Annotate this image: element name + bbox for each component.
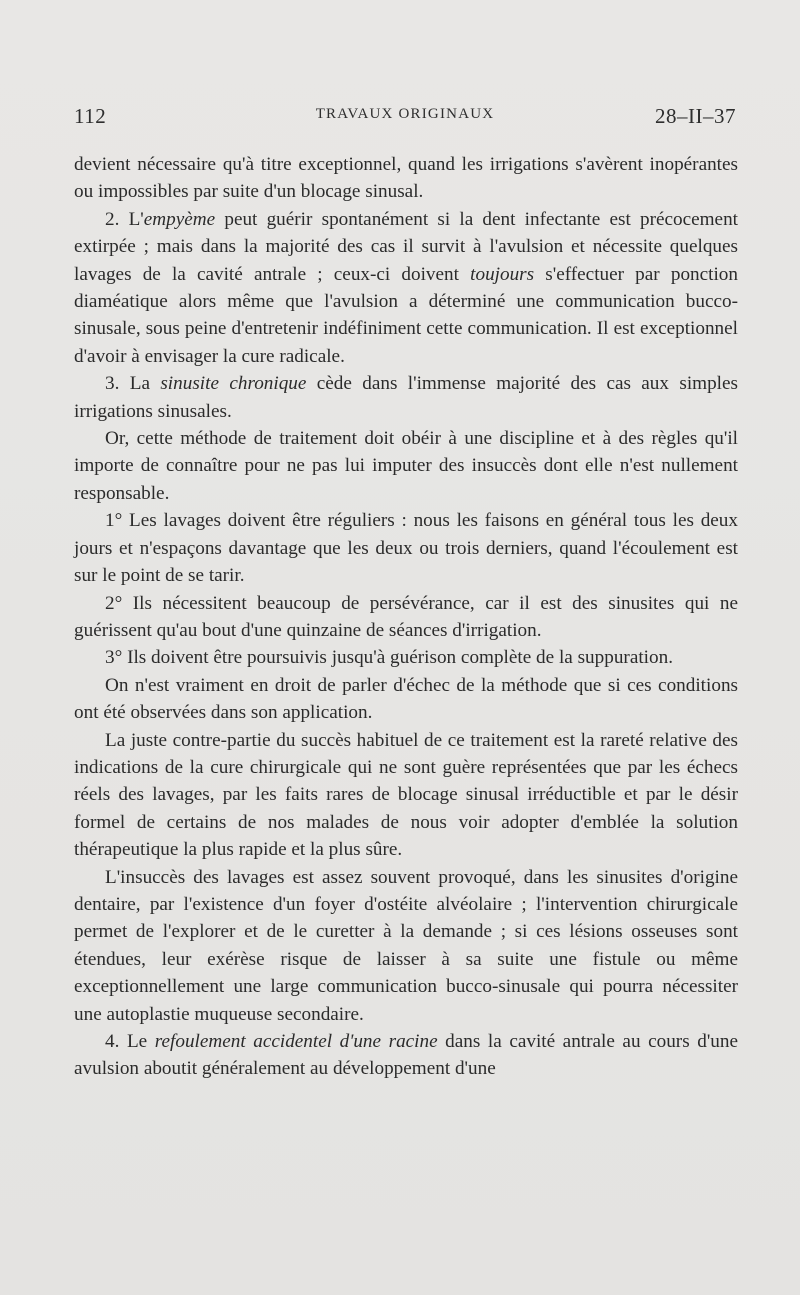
page-header — [74, 104, 736, 134]
text-segment: 3° Ils doivent être poursuivis jusqu'à guérison complète de la suppuration. — [105, 647, 673, 669]
text-segment: Or, cette méthode de traitement doit obéir à une discipline et à des règles qu'il importe de connaître pour ne pas lui imputer des insuccès dont elle n'est nullement responsable. — [74, 428, 738, 504]
body-text — [74, 151, 738, 1083]
paragraph — [74, 1028, 738, 1083]
text-segment: 2. L' — [105, 208, 144, 230]
italic-text: empyème — [143, 208, 216, 230]
italic-text: toujours — [470, 263, 535, 285]
text-segment: devient nécessaire qu'à titre exceptionnel, quand les irrigations s'avèrent inopérantes ou impossibles par suite d'un blocage sinusal. — [74, 154, 738, 203]
page-number: 112 — [74, 104, 107, 128]
paragraph — [74, 370, 738, 425]
italic-text: refoulement accidentel d'une racine — [154, 1031, 438, 1052]
paragraph — [74, 151, 738, 206]
paragraph — [74, 507, 738, 589]
text-segment: s'effectuer par ponction diaméatique alors même que l'avulsion a déterminé une communication bucco-sinusale, sous peine d'entretenir indéfiniment cette communication. Il est exceptionnel d'avoir à envisager la cure radicale. — [74, 263, 738, 367]
header-date: 28–II–37 — [655, 104, 736, 128]
paragraph — [74, 672, 738, 727]
paragraph — [74, 644, 738, 671]
text-segment: 2° Ils nécessitent beaucoup de persévérance, car il est des sinusites qui ne guérissent qu'au bout d'une quinzaine de séances d'irrigation. — [74, 592, 738, 641]
text-segment: peut guérir spontanément si la dent infectante est précocement extirpée ; mais dans la majorité des cas il survit à l'avulsion et nécessite quelques lavages de la cavité antrale ; ceux-ci doivent — [74, 208, 738, 285]
paragraph — [74, 727, 738, 864]
running-title: TRAVAUX ORIGINAUX — [315, 106, 495, 122]
text-segment: cède dans l'immense majorité des cas aux simples irrigations sinusales. — [74, 373, 738, 422]
text-segment: 4. Le — [105, 1031, 155, 1052]
italic-text: sinusite chronique — [160, 373, 307, 395]
text-segment: On n'est vraiment en droit de parler d'échec de la méthode que si ces conditions ont été observées dans son application. — [74, 674, 738, 724]
text-segment: 3. La — [105, 373, 161, 395]
paragraph — [74, 206, 738, 370]
paragraph — [74, 864, 738, 1028]
text-segment: 1° Les lavages doivent être réguliers : nous les faisons en général tous les deux jours et n'espaçons davantage que les deux ou trois derniers, quand l'écoulement est sur le point de se tarir. — [74, 510, 738, 587]
text-segment: L'insuccès des lavages est assez souvent provoqué, dans les sinusites d'origine dentaire, par l'existence d'un foyer d'ostéite alvéolaire ; l'intervention chirurgicale permet de l'explorer et de le curetter à la demande ; si ces lésions osseuses sont étendues, leur exérèse risque de laisser à sa suite une fistule ou même exceptionnellement une large communication bucco-sinusale qui pourra nécessiter une autoplastie muqueuse secondaire. — [74, 866, 738, 1025]
paragraph — [74, 590, 738, 645]
text-segment: La juste contre-partie du succès habituel de ce traitement est la rareté relative des indications de la cure chirurgicale qui ne sont guère représentées que par les échecs réels des lavages, par les faits rares de blocage sinusal irréductible et par le désir formel de certains de nos malades de nous voir adopter d'emblée la solution thérapeutique la plus rapide et la plus sûre. — [74, 729, 738, 861]
text-segment: dans la cavité antrale au cours d'une avulsion aboutit généralement au développement d'une — [74, 1031, 738, 1080]
paragraph — [74, 425, 738, 507]
